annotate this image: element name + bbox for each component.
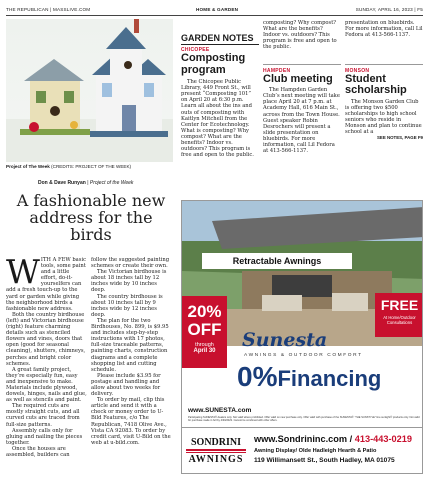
notes-body-scholarship: The Monson Garden Club is offering two $500 scholarships to high school seniors who reside in Monson and plan to continue school at a (345, 98, 422, 136)
financing-percent: 0% (237, 361, 278, 392)
notes-jump: SEE NOTES, PAGE F9 (376, 135, 423, 141)
sunesta-url[interactable]: www.SUNESTA.com (188, 407, 252, 414)
byline: Don & Dave Runyan | Project of the Week (38, 180, 134, 186)
notes-kicker-monson: MONSON (345, 67, 370, 74)
discount-off: OFF (187, 320, 222, 339)
article-para-3: A great family project, they’re especially fun, easy and inexpensive to make. Materials include plywood, dowels, hinges, nails and glue, as well as stencils and paint. (6, 366, 87, 404)
sondrini-logo (186, 434, 246, 468)
garden-notes-col-3 (345, 20, 423, 141)
article-col-2 (91, 257, 172, 477)
main-headline: A fashionable new address for the birds (16, 191, 166, 244)
article-para-5: Assembly calls only for gluing and nailing the pieces together. (6, 427, 83, 446)
birdhouse-photo (6, 19, 173, 162)
header-section: HOME & GARDEN (196, 7, 239, 12)
logo-bottom-text: AWNINGS (188, 454, 244, 465)
byline-section: Project of the Week (89, 180, 134, 186)
discount-date: April 30 (193, 348, 216, 354)
dealer-phone[interactable]: 413-443-0219 (354, 434, 412, 444)
notes-body-composting-cont (263, 20, 341, 62)
notes-kicker-chicopee: CHICOPEE (181, 47, 210, 53)
notes-club-tail: presentation on bluebirds. For more information, call Lil Fedora at 413-566-1137. (345, 20, 423, 39)
notes-body-composting: The Chicopee Public Library, 449 Front St., will present “Composting 101” on April 20 at 6:30 p.m. Learn all about the ins and outs of composting with Kaitlyn Mitchell from the Center for Ecotechnology. What is composting? Why compost? What are the benefits? Indoor vs. outdoors? This program is free and open to the public. (181, 79, 254, 159)
free-sub: At Home/Outdoor Consultations (383, 315, 416, 325)
free-consult-badge (375, 293, 423, 337)
page-header (6, 4, 423, 16)
article-para-6: Once the houses are assembled, builders can (6, 445, 70, 458)
header-date-page: SUNDAY, APRIL 16, 2023 | F5 (355, 7, 423, 12)
notes-body-club: The Hampden Garden Club’s next meeting will take place April 20 at 7 p.m. at Academy Hall, 616 Main St., across from the Town House. Guest speaker Robin Desrochers will present a slide presentation on bluebirds. For more information, call Lil Fedora at 413-566-1137. (263, 87, 340, 155)
photo-caption (6, 164, 173, 169)
notes-divider-2 (345, 64, 423, 65)
sunesta-tagline: AWNINGS & OUTDOOR COMFORT (244, 353, 363, 358)
ad-banner: Retractable Awnings (202, 253, 352, 269)
notes-divider (263, 64, 341, 65)
article-para-1: ITH A FEW basic tools, some paint and a little effort, do-it-yourselfers can add a fresh touch-up to the yard or garden while giving the neighborhood birds a fashionable new address. (6, 257, 87, 312)
header-publication: THE REPUBLICAN | MASSLIVE.COM (6, 7, 91, 12)
article-para-7: follow the suggested painting schemes or create their own. (91, 257, 170, 270)
dealer-footer (182, 427, 423, 474)
article-para-10: The plan for the two Birdhouses, No. 899, is $9.95 and includes step-by-step instructions with 17 photos, full-size traceable patterns, painting charts, construction diagrams and a complete shopping list and cutting schedule. (91, 317, 169, 373)
caption-credit: (CREDITS: PROJECT OF THE WEEK) (51, 164, 132, 169)
article-para-4: The required cuts are mostly straight cuts, and all curved cuts are traced from full-size patterns. (6, 403, 80, 428)
caption-label: Project of The Week (6, 164, 50, 169)
garden-notes-col-1 (181, 47, 259, 158)
garden-notes-title: GARDEN NOTES (181, 33, 259, 45)
article-para-8: The Victorian birdhouse is about 18 inches tall by 12 inches wide by 10 inches deep. (91, 269, 167, 294)
financing-label: Financing (277, 366, 382, 391)
article-col-1 (6, 257, 87, 477)
dealer-url[interactable]: www.Sondrininc.com (254, 434, 348, 444)
dealer-contact: www.Sondrininc.com / 413-443-0219 (254, 434, 412, 444)
sunesta-ad[interactable] (181, 200, 423, 474)
drop-cap: W (6, 257, 40, 291)
logo-top-text: SONDRINI (190, 437, 241, 448)
notes-kicker-hampden: HAMPDEN (263, 67, 291, 74)
article-para-9: The country birdhouse is about 10 inches tall by 9 inches wide by 12 inches deep. (91, 293, 163, 318)
notes-headline-club: Club meeting (263, 72, 333, 85)
article-para-11: Please include $3.95 for postage and handling and allow about two weeks for delivery. (91, 372, 161, 398)
discount-percent: 20% (187, 302, 222, 321)
article-para-2: Both the country birdhouse (left) and Victorian birdhouse (right) feature charming details such as stenciled flowers and vines, doors that open (good for seasonal cleaning), shutters, chimneys, perches and bright color schemes. (6, 311, 86, 367)
dealer-address: 119 Willimansett St., South Hadley, MA 01075 (254, 457, 395, 464)
discount-through: through (195, 342, 214, 348)
fine-print: Participating SUNESTA® dealers only. Not valid where prohibited. Offer valid on new purchase only. Offer valid with purchase of the SUNESTA® “THE SUNSTYLE” line sunlight® products only. Not valid for purchase made in full by 4/30/2023. Cannot be combined with other offers. (188, 416, 420, 422)
notes-composting-tail: composting? Why compost? What are the benefits? Indoor vs. outdoors? This program is free and open to the public. (263, 20, 337, 51)
dealer-showroom: Awning Display/ Olde Hadleigh Hearth & Patio (254, 448, 377, 454)
article-para-12: To order by mail, clip this article and send it with a check or money order to U-Bild Features, c/o The Republican, 7418 Olive Ave., Vista CA 92083. To order by credit card, visit U-Bild on the web at u-bild.com. (91, 397, 171, 446)
sunesta-logo: Sunesta (242, 329, 328, 351)
byline-authors: Don & Dave Runyan (38, 180, 86, 186)
notes-headline-composting: Composting program (181, 52, 246, 76)
notes-headline-scholarship: Student scholarship (345, 72, 407, 97)
discount-badge (182, 296, 227, 368)
financing (237, 361, 381, 393)
notes-club-cont (345, 20, 423, 62)
garden-notes-col-2 (263, 20, 341, 154)
free-label: FREE (380, 297, 419, 313)
